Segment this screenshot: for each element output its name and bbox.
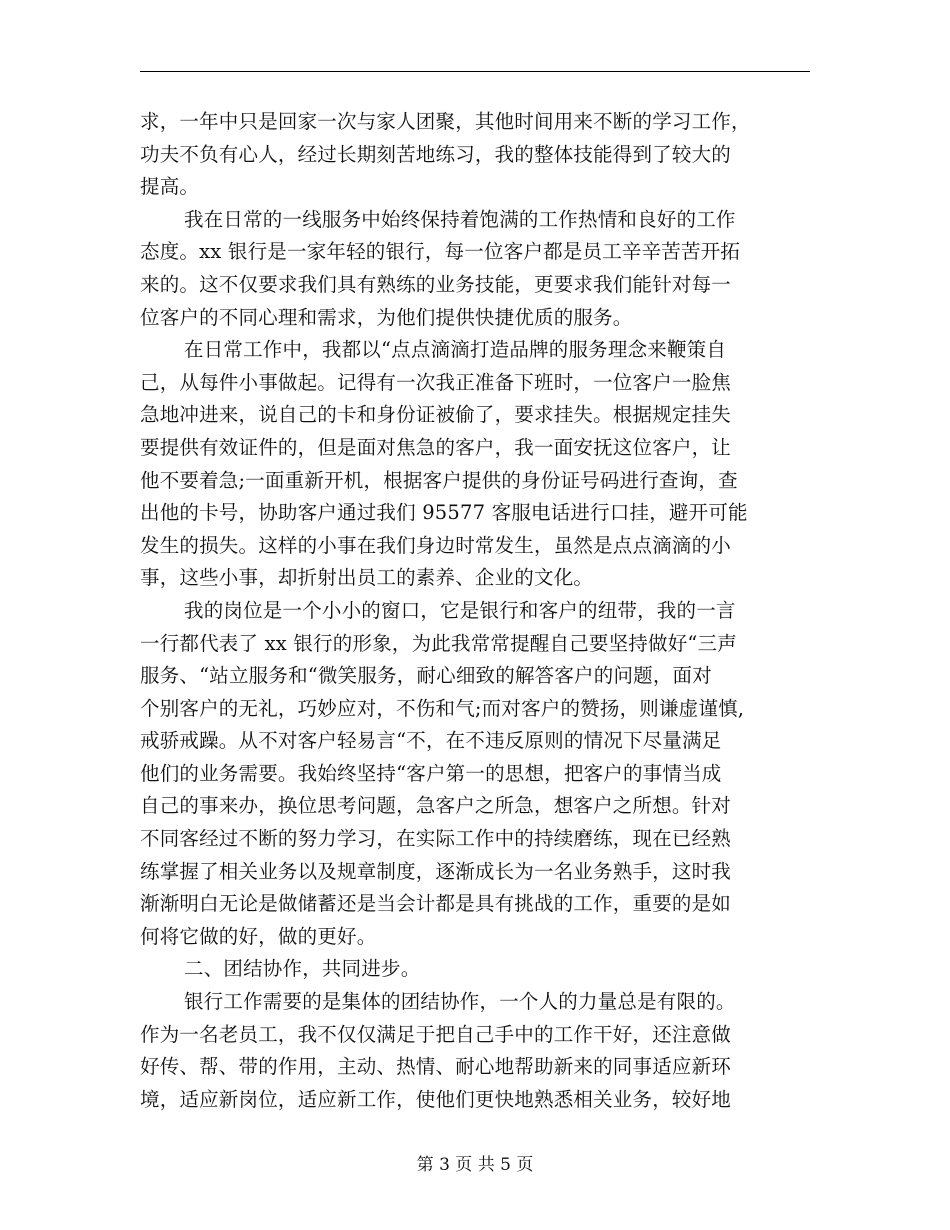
text-line: 个别客户的无礼，巧妙应对，不伤和气;而对客户的赞扬，则谦虚谨慎, xyxy=(140,696,745,720)
text-line: 银行工作需要的是集体的团结协作，一个人的力量总是有限的。 xyxy=(184,990,736,1014)
text-line: 自己的事来办，换位思考问题，急客户之所急，想客户之所想。针对 xyxy=(140,794,732,818)
text-line: 他们的业务需要。我始终坚持“客户第一的思想，把客户的事情当成 xyxy=(140,761,722,785)
text-line: 二、团结协作，共同进步。 xyxy=(184,957,421,981)
text-line: 我的岗位是一个小小的窗口，它是银行和客户的纽带，我的一言 xyxy=(184,598,736,622)
text-line: 态度。xx 银行是一家年轻的银行，每一位客户都是员工辛辛苦苦开拓 xyxy=(140,240,741,264)
text-line: 来的。这不仅要求我们具有熟练的业务技能，更要求我们能针对每一 xyxy=(140,272,732,296)
text-line: 发生的损失。这样的小事在我们身边时常发生，虽然是点点滴滴的小 xyxy=(140,533,732,557)
text-line: 渐渐明白无论是做储蓄还是当会计都是具有挑战的工作，重要的是如 xyxy=(140,892,732,916)
text-line: 我在日常的一线服务中始终保持着饱满的工作热情和良好的工作 xyxy=(184,207,736,231)
text-line: 作为一名老员工，我不仅仅满足于把自己手中的工作干好，还注意做 xyxy=(140,1022,732,1046)
text-line: 他不要着急;一面重新开机，根据客户提供的身份证号码进行查询，查 xyxy=(140,468,738,492)
text-line: 境，适应新岗位，适应新工作，使他们更快地熟悉相关业务，较好地 xyxy=(140,1087,732,1111)
text-line: 功夫不负有心人，经过长期刻苦地练习，我的整体技能得到了较大的 xyxy=(140,142,732,166)
text-line: 戒骄戒躁。从不对客户轻易言“不，在不违反原则的情况下尽量满足 xyxy=(140,729,722,753)
text-line: 急地冲进来，说自己的卡和身份证被偷了，要求挂失。根据规定挂失 xyxy=(140,403,732,427)
text-line: 出他的卡号，协助客户通过我们 95577 客服电话进行口挂，避开可能 xyxy=(140,501,748,525)
body-text xyxy=(140,106,820,1116)
text-line: 提高。 xyxy=(140,175,200,199)
text-line: 要提供有效证件的，但是面对焦急的客户，我一面安抚这位客户，让 xyxy=(140,435,732,459)
text-line: 一行都代表了 xx 银行的形象，为此我常常提醒自己要坚持做好“三声 xyxy=(140,631,737,655)
text-line: 练掌握了相关业务以及规章制度，逐渐成长为一名业务熟手，这时我 xyxy=(140,859,732,883)
page-number-footer: 第 3 页 共 5 页 xyxy=(416,1155,534,1175)
text-line: 好传、帮、带的作用，主动、热情、耐心地帮助新来的同事适应新环 xyxy=(140,1055,732,1079)
text-line: 不同客经过不断的努力学习，在实际工作中的持续磨练，现在已经熟 xyxy=(140,827,732,851)
text-line: 何将它做的好，做的更好。 xyxy=(140,924,377,948)
text-line: 服务、“站立服务和“微笑服务，耐心细致的解答客户的问题，面对 xyxy=(140,664,712,688)
text-line: 在日常工作中，我都以“点点滴滴打造品牌的服务理念来鞭策自 xyxy=(184,338,727,362)
header-rule xyxy=(140,71,810,72)
text-line: 位客户的不同心理和需求，为他们提供快捷优质的服务。 xyxy=(140,305,633,329)
text-line: 求，一年中只是回家一次与家人团聚，其他时间用来不断的学习工作， xyxy=(140,110,751,133)
text-line: 己，从每件小事做起。记得有一次我正准备下班时，一位客户一脸焦 xyxy=(140,370,732,394)
text-line: 事，这些小事，却折射出员工的素养、企业的文化。 xyxy=(140,566,594,590)
